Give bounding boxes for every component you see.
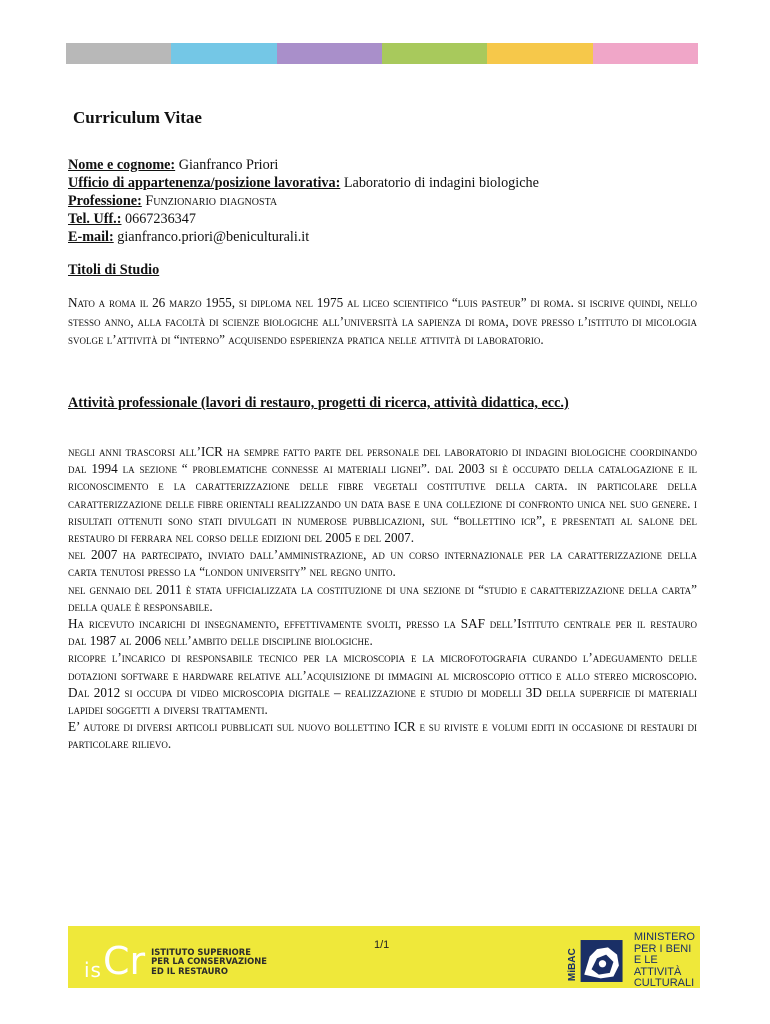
field-office	[68, 174, 539, 192]
icr-logo	[84, 932, 267, 982]
professional-paragraph: nel 2007 ha partecipato, inviato dall’amministrazione, ad un corso internazionale per la caratterizzazione della carta tenutosi presso la “london university” nel regno unito.	[68, 547, 697, 580]
icr-logo-mark: Cr	[102, 939, 146, 983]
ministry-emblem-icon	[566, 936, 630, 986]
stripe-segment-4	[382, 43, 487, 64]
section-title-professional: Attività professionale (lavori di restauro, progetti di ricerca, attività didattica, ecc.)	[68, 395, 569, 411]
field-phone	[68, 210, 539, 228]
document-title: Curriculum Vitae	[73, 108, 202, 127]
icr-org-line: ISTITUTO SUPERIORE	[151, 946, 251, 957]
professional-paragraphs	[68, 443, 697, 753]
field-profession	[68, 192, 539, 210]
field-value: gianfranco.priori@beniculturali.it	[117, 229, 310, 245]
field-label: Ufficio di appartenenza/posizione lavorativa:	[68, 175, 341, 191]
ministry-line: CULTURALI	[633, 977, 695, 989]
education-text: Nato a roma il 26 marzo 1955, si diploma nel 1975 al liceo scientifico “luis pasteur” di roma. si iscrive quindi, nello stesso anno, alla facoltà di scienze biologiche all’università la sapienza di roma, dove presso l’istituto di micologia svolge l’attività di “interno” acquisendo esperienza pratica nelle attività di laboratorio.	[68, 295, 697, 347]
ministry-line: MINISTERO	[633, 931, 695, 943]
mibac-logo	[566, 932, 701, 990]
icr-org-line: PER LA CONSERVAZIONE	[151, 956, 268, 966]
field-value: Gianfranco Priori	[178, 157, 279, 173]
professional-paragraph: ricopre l’incarico di responsabile tecnico per la microscopia e la microfotografia curando l’adeguamento delle dotazioni software e hardware relative all’acquisizione di immagini al microscopio ottico e allo stereo microscopio. Dal 2012 si occupa di video microscopia digitale – realizzazione e studio di modelli 3D della superficie di materiali lapidei soggetti a diversi trattamenti.	[68, 650, 697, 718]
field-label: E-mail:	[68, 229, 114, 245]
professional-paragraph: negli anni trascorsi all’ICR ha sempre fatto parte del personale del laboratorio di indagini biologiche coordinando dal 1994 la sezione “ problematiche connesse ai materiali lignei”. dal 2003 si è occupato della catalogazione e il riconoscimento e la caratterizzazione delle fibre vegetali costitutive della carta. in particolare della caratterizzazione delle fibre orientali realizzando un data base e una collezione di confronto unica nel suo genere. i risultati ottenuti sono stati divulgati in numerose pubblicazioni, sul “bollettino icr”, e presentati al salone del restauro di ferrara nel corso delle edizioni del 2005 e del 2007.	[68, 444, 697, 546]
icr-org-line: ED IL RESTAURO	[151, 965, 228, 976]
page-footer	[68, 926, 700, 988]
field-label: Tel. Uff.:	[68, 211, 122, 227]
field-value: Funzionario diagnosta	[145, 193, 278, 209]
section-title-education: Titoli di Studio	[68, 262, 160, 278]
field-label: Nome e cognome:	[68, 157, 176, 173]
personal-info	[68, 156, 539, 246]
page-number: 1/1	[374, 939, 390, 951]
icr-org-name	[151, 948, 267, 977]
stripe-segment-1	[66, 43, 171, 64]
ministry-line: PER I BENI	[633, 942, 692, 955]
field-value: Laboratorio di indagini biologiche	[343, 175, 539, 191]
stripe-segment-5	[487, 43, 592, 64]
professional-paragraph: E’ autore di diversi articoli pubblicati sul nuovo bollettino ICR e su riviste e volumi editi in occasione di restauri di particolare rilievo.	[68, 719, 697, 752]
stripe-segment-2	[171, 43, 276, 64]
field-label: Professione:	[68, 193, 142, 209]
field-name	[68, 156, 539, 174]
header-color-stripe	[66, 43, 698, 64]
field-value: 0667236347	[125, 211, 196, 227]
icr-logo-mark: is	[84, 958, 102, 982]
ministry-line: E LE ATTIVITÀ	[633, 954, 682, 978]
education-paragraph	[68, 294, 697, 350]
mibac-vertical-text: MiBAC	[567, 947, 579, 981]
field-email	[68, 228, 539, 246]
professional-paragraph: nel gennaio del 2011 è stata ufficializzata la costituzione di una sezione di “studio e caratterizzazione della carta” della quale è responsabile.	[68, 581, 697, 614]
ministry-name	[634, 932, 701, 990]
stripe-segment-3	[277, 43, 382, 64]
professional-paragraph: Ha ricevuto incarichi di insegnamento, effettivamente svolti, presso la SAF dell’Istituto centrale per il restauro dal 1987 al 2006 nell’ambito delle discipline biologiche.	[68, 616, 697, 649]
stripe-segment-6	[593, 43, 698, 64]
